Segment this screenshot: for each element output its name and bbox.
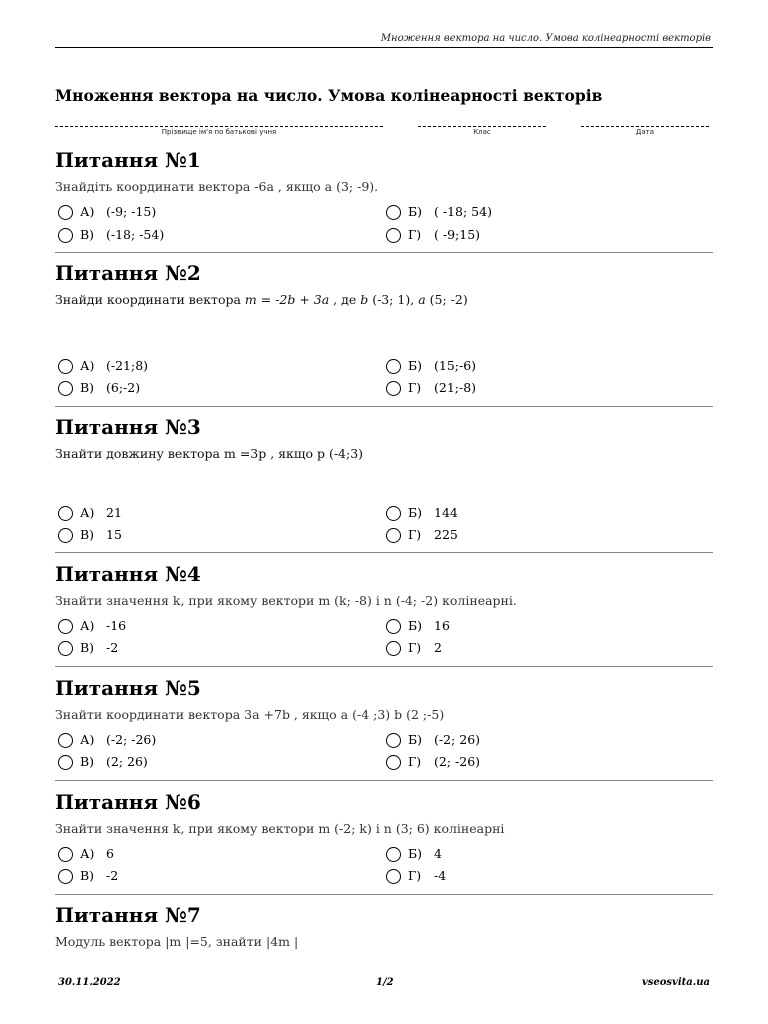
- question-divider: [55, 252, 713, 253]
- question-text: Знайдіть координати вектора -6a , якщо a (3; -9).: [55, 179, 379, 194]
- question-title: Питання №6: [55, 790, 201, 814]
- date-field[interactable]: [581, 114, 709, 136]
- radio-circle-icon[interactable]: [386, 733, 401, 748]
- option-b[interactable]: Б) ( -18; 54): [386, 204, 492, 220]
- radio-circle-icon[interactable]: [58, 869, 73, 884]
- question-title: Питання №4: [55, 562, 201, 586]
- question-text: Знайти довжину вектора m =3p , якщо p (-4;3): [55, 446, 364, 461]
- question-text: Знайти координати вектора 3a +7b , якщо a (-4 ;3) b (2 ;-5): [55, 707, 445, 722]
- question-text: Знайди координати вектора m = -2b + 3a , де b (-3; 1), a (5; -2): [55, 292, 468, 307]
- option-g[interactable]: Г) 225: [386, 527, 458, 543]
- radio-circle-icon[interactable]: [58, 619, 73, 634]
- question-title: Питання №5: [55, 676, 201, 700]
- option-v[interactable]: В) 15: [58, 527, 122, 543]
- option-g[interactable]: Г) (21;-8): [386, 380, 476, 396]
- option-g[interactable]: Г) ( -9;15): [386, 227, 480, 243]
- question-text: Знайти значення k, при якому вектори m (-2; k) і n (3; 6) колінеарні: [55, 821, 505, 836]
- option-v[interactable]: В) (-18; -54): [58, 227, 164, 243]
- question-3: [55, 414, 713, 542]
- option-b[interactable]: Б) (15;-6): [386, 358, 476, 374]
- option-a[interactable]: А) (-2; -26): [58, 732, 156, 748]
- question-text: Модуль вектора |m |=5, знайти |4m |: [55, 934, 299, 949]
- class-caption: Клас: [473, 128, 491, 136]
- option-a[interactable]: А) -16: [58, 618, 126, 634]
- question-6: [55, 789, 713, 883]
- option-g[interactable]: Г) -4: [386, 868, 446, 884]
- radio-circle-icon[interactable]: [58, 733, 73, 748]
- question-divider: [55, 894, 713, 895]
- question-1: [55, 147, 713, 242]
- option-a[interactable]: А) (-9; -15): [58, 204, 156, 220]
- option-b[interactable]: Б) (-2; 26): [386, 732, 480, 748]
- name-blank-line: [55, 114, 383, 127]
- radio-circle-icon[interactable]: [386, 228, 401, 243]
- radio-circle-icon[interactable]: [386, 381, 401, 396]
- option-b[interactable]: Б) 16: [386, 618, 450, 634]
- radio-circle-icon[interactable]: [386, 869, 401, 884]
- radio-circle-icon[interactable]: [386, 528, 401, 543]
- question-title: Питання №3: [55, 415, 201, 439]
- question-4: [55, 561, 713, 655]
- running-header: Множення вектора на число. Умова колінеарності векторів: [380, 33, 711, 44]
- question-5: [55, 675, 713, 769]
- option-v[interactable]: В) (6;-2): [58, 380, 140, 396]
- site-link[interactable]: vseosvita.ua: [641, 977, 710, 988]
- radio-circle-icon[interactable]: [386, 359, 401, 374]
- option-b[interactable]: Б) 4: [386, 846, 442, 862]
- option-v[interactable]: В) -2: [58, 640, 118, 656]
- date-blank-line: [581, 114, 709, 127]
- radio-circle-icon[interactable]: [386, 619, 401, 634]
- name-caption: Прізвище ім'я по батькові учня: [161, 128, 277, 136]
- option-g[interactable]: Г) (2; -26): [386, 754, 480, 770]
- radio-circle-icon[interactable]: [58, 359, 73, 374]
- question-divider: [55, 666, 713, 667]
- header-divider: [55, 47, 713, 48]
- radio-circle-icon[interactable]: [58, 641, 73, 656]
- class-field[interactable]: [418, 114, 546, 136]
- option-v[interactable]: В) -2: [58, 868, 118, 884]
- radio-circle-icon[interactable]: [58, 228, 73, 243]
- question-title: Питання №7: [55, 903, 201, 927]
- radio-circle-icon[interactable]: [58, 847, 73, 862]
- option-a[interactable]: А) 21: [58, 505, 122, 521]
- radio-circle-icon[interactable]: [386, 755, 401, 770]
- option-b[interactable]: Б) 144: [386, 505, 458, 521]
- footer-date: 30.11.2022: [58, 977, 121, 988]
- option-v[interactable]: В) (2; 26): [58, 754, 148, 770]
- question-2: [55, 260, 713, 395]
- radio-circle-icon[interactable]: [386, 641, 401, 656]
- question-title: Питання №1: [55, 148, 201, 172]
- option-a[interactable]: А) 6: [58, 846, 114, 862]
- question-divider: [55, 406, 713, 407]
- question-divider: [55, 552, 713, 553]
- date-caption: Дата: [635, 128, 655, 136]
- radio-circle-icon[interactable]: [386, 506, 401, 521]
- page-number: 1/2: [376, 977, 394, 988]
- radio-circle-icon[interactable]: [58, 528, 73, 543]
- option-a[interactable]: А) (-21;8): [58, 358, 148, 374]
- student-name-field[interactable]: [55, 114, 383, 136]
- class-blank-line: [418, 114, 546, 127]
- radio-circle-icon[interactable]: [58, 205, 73, 220]
- radio-circle-icon[interactable]: [58, 506, 73, 521]
- radio-circle-icon[interactable]: [386, 205, 401, 220]
- option-g[interactable]: Г) 2: [386, 640, 442, 656]
- question-title: Питання №2: [55, 261, 201, 285]
- question-text: Знайти значення k, при якому вектори m (k; -8) і n (-4; -2) колінеарні.: [55, 593, 517, 608]
- radio-circle-icon[interactable]: [386, 847, 401, 862]
- question-divider: [55, 780, 713, 781]
- document-title: Множення вектора на число. Умова колінеарності векторів: [55, 86, 603, 105]
- question-7: [55, 902, 713, 950]
- radio-circle-icon[interactable]: [58, 755, 73, 770]
- radio-circle-icon[interactable]: [58, 381, 73, 396]
